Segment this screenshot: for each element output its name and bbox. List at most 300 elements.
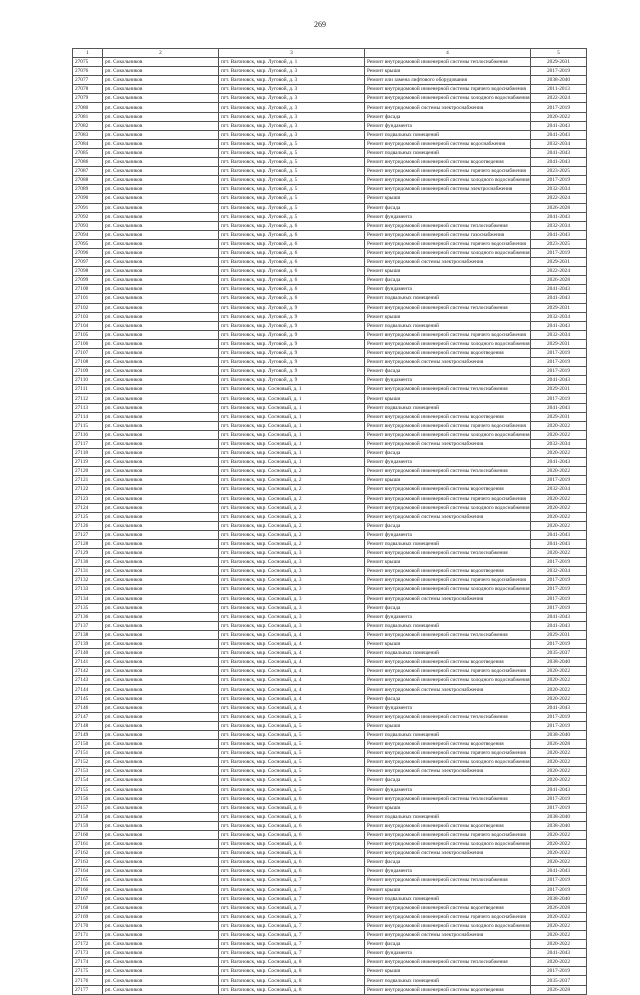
- cell-work-type: Ремонт фасада: [365, 603, 531, 612]
- cell-address: пгт. Вагоновск, мкр. Сосновый, д. 2: [219, 539, 365, 548]
- table-row: [73, 640, 587, 649]
- cell-period: 2020-2022: [531, 858, 587, 867]
- cell-period: 2041-2043: [531, 376, 587, 385]
- cell-period: 2020-2022: [531, 685, 587, 694]
- table-row: [73, 667, 587, 676]
- cell-work-type: Ремонт внутридомовой инженерной системы теплоснабжения: [365, 385, 531, 394]
- cell-row-number: 27157: [73, 803, 103, 812]
- cell-work-type: Ремонт внутридомовой инженерной системы горячего водоснабжения: [365, 239, 531, 248]
- cell-row-number: 27088: [73, 176, 103, 185]
- cell-address: пгт. Вагоновск, мкр. Луговой, д. 5: [219, 158, 365, 167]
- cell-work-type: Ремонт внутридомовой системы электроснабжения: [365, 358, 531, 367]
- cell-settlement: рп. Сокольников: [103, 467, 219, 476]
- cell-row-number: 27079: [73, 94, 103, 103]
- cell-address: пгт. Вагоновск, мкр. Сосновый, д. 7: [219, 921, 365, 930]
- cell-row-number: 27141: [73, 658, 103, 667]
- cell-period: 2020-2022: [531, 749, 587, 758]
- cell-address: пгт. Вагоновск, мкр. Сосновый, д. 7: [219, 931, 365, 940]
- cell-period: 2017-2019: [531, 603, 587, 612]
- cell-period: 2029-2031: [531, 58, 587, 67]
- cell-address: пгт. Вагоновск, мкр. Луговой, д. 9: [219, 330, 365, 339]
- table-row: [73, 894, 587, 903]
- cell-period: 2017-2019: [531, 394, 587, 403]
- table-row: [73, 785, 587, 794]
- table-row: [73, 712, 587, 721]
- table-row: [73, 812, 587, 821]
- cell-address: пгт. Вагоновск, мкр. Луговой, д. 5: [219, 185, 365, 194]
- cell-address: пгт. Вагоновск, мкр. Луговой, д. 5: [219, 212, 365, 221]
- cell-period: 2020-2022: [531, 449, 587, 458]
- cell-work-type: Ремонт внутридомовой инженерной системы холодного водоснабжения: [365, 758, 531, 767]
- cell-period: 2020-2022: [531, 830, 587, 839]
- table-row: [73, 294, 587, 303]
- cell-work-type: Ремонт фасада: [365, 112, 531, 121]
- cell-row-number: 27077: [73, 76, 103, 85]
- table-row: [73, 312, 587, 321]
- cell-row-number: 27168: [73, 903, 103, 912]
- cell-work-type: Ремонт внутридомовой инженерной системы водоснабжения: [365, 139, 531, 148]
- cell-settlement: рп. Сокольников: [103, 949, 219, 958]
- table-row: [73, 212, 587, 221]
- table-row: [73, 185, 587, 194]
- cell-row-number: 27147: [73, 712, 103, 721]
- cell-address: пгт. Вагоновск, мкр. Сосновый, д. 4: [219, 640, 365, 649]
- table-row: [73, 749, 587, 758]
- cell-settlement: рп. Сокольников: [103, 612, 219, 621]
- cell-row-number: 27102: [73, 303, 103, 312]
- cell-period: 2017-2019: [531, 349, 587, 358]
- cell-period: 2017-2019: [531, 358, 587, 367]
- cell-period: 2041-2043: [531, 294, 587, 303]
- table-row: [73, 58, 587, 67]
- table-row: [73, 630, 587, 639]
- cell-settlement: рп. Сокольников: [103, 121, 219, 130]
- cell-address: пгт. Вагоновск, мкр. Сосновый, д. 1: [219, 385, 365, 394]
- cell-address: пгт. Вагоновск, мкр. Сосновый, д. 3: [219, 567, 365, 576]
- cell-settlement: рп. Сокольников: [103, 312, 219, 321]
- cell-address: пгт. Вагоновск, мкр. Сосновый, д. 3: [219, 594, 365, 603]
- table-row: [73, 694, 587, 703]
- cell-address: пгт. Вагоновск, мкр. Сосновый, д. 4: [219, 667, 365, 676]
- cell-row-number: 27122: [73, 485, 103, 494]
- cell-settlement: рп. Сокольников: [103, 576, 219, 585]
- table-row: [73, 676, 587, 685]
- table-row: [73, 485, 587, 494]
- cell-address: пгт. Вагоновск, мкр. Сосновый, д. 3: [219, 603, 365, 612]
- cell-work-type: Ремонт фасада: [365, 858, 531, 867]
- cell-period: 2017-2019: [531, 885, 587, 894]
- cell-row-number: 27106: [73, 339, 103, 348]
- cell-address: пгт. Вагоновск, мкр. Сосновый, д. 6: [219, 794, 365, 803]
- cell-settlement: рп. Сокольников: [103, 412, 219, 421]
- cell-row-number: 27128: [73, 539, 103, 548]
- cell-settlement: рп. Сокольников: [103, 785, 219, 794]
- header-cell-5: 5: [531, 49, 587, 58]
- cell-settlement: рп. Сокольников: [103, 258, 219, 267]
- cell-period: 2017-2019: [531, 103, 587, 112]
- cell-work-type: Ремонт крыши: [365, 312, 531, 321]
- cell-address: пгт. Вагоновск, мкр. Сосновый, д. 2: [219, 521, 365, 530]
- cell-settlement: рп. Сокольников: [103, 112, 219, 121]
- cell-work-type: Ремонт внутридомовой инженерной системы горячего водоснабжения: [365, 830, 531, 839]
- cell-settlement: рп. Сокольников: [103, 458, 219, 467]
- table-row: [73, 203, 587, 212]
- cell-row-number: 27094: [73, 230, 103, 239]
- cell-row-number: 27156: [73, 794, 103, 803]
- cell-row-number: 27175: [73, 967, 103, 976]
- cell-period: 2038-2040: [531, 730, 587, 739]
- cell-address: пгт. Вагоновск, мкр. Сосновый, д. 2: [219, 530, 365, 539]
- cell-row-number: 27093: [73, 221, 103, 230]
- table-row: [73, 258, 587, 267]
- cell-period: 2041-2043: [531, 785, 587, 794]
- cell-address: пгт. Вагоновск, мкр. Сосновый, д. 6: [219, 840, 365, 849]
- cell-settlement: рп. Сокольников: [103, 421, 219, 430]
- cell-settlement: рп. Сокольников: [103, 103, 219, 112]
- cell-row-number: 27110: [73, 376, 103, 385]
- cell-work-type: Ремонт внутридомовой системы электроснабжения: [365, 849, 531, 858]
- cell-row-number: 27144: [73, 685, 103, 694]
- cell-period: 2020-2022: [531, 758, 587, 767]
- cell-settlement: рп. Сокольников: [103, 476, 219, 485]
- cell-work-type: Ремонт крыши: [365, 803, 531, 812]
- cell-period: 2020-2022: [531, 849, 587, 858]
- cell-period: 2020-2022: [531, 667, 587, 676]
- header-cell-2: 2: [103, 49, 219, 58]
- cell-address: пгт. Вагоновск, мкр. Сосновый, д. 2: [219, 512, 365, 521]
- table-row: [73, 621, 587, 630]
- cell-period: 2038-2040: [531, 894, 587, 903]
- cell-period: 2032-2034: [531, 312, 587, 321]
- table-row: [73, 549, 587, 558]
- cell-work-type: Ремонт фасада: [365, 367, 531, 376]
- cell-period: 2041-2043: [531, 230, 587, 239]
- cell-period: 2020-2022: [531, 940, 587, 949]
- cell-address: пгт. Вагоновск, мкр. Луговой, д. 9: [219, 339, 365, 348]
- cell-settlement: рп. Сокольников: [103, 749, 219, 758]
- table-row: [73, 576, 587, 585]
- cell-settlement: рп. Сокольников: [103, 594, 219, 603]
- cell-settlement: рп. Сокольников: [103, 376, 219, 385]
- cell-work-type: Ремонт фундамента: [365, 530, 531, 539]
- table-row: [73, 412, 587, 421]
- cell-work-type: Ремонт фасада: [365, 276, 531, 285]
- cell-address: пгт. Вагоновск, мкр. Луговой, д. 9: [219, 358, 365, 367]
- cell-settlement: рп. Сокольников: [103, 885, 219, 894]
- table-row: [73, 503, 587, 512]
- table-body: [73, 58, 587, 995]
- cell-period: 2022-2024: [531, 194, 587, 203]
- table-row: [73, 394, 587, 403]
- cell-settlement: рп. Сокольников: [103, 321, 219, 330]
- cell-settlement: рп. Сокольников: [103, 139, 219, 148]
- cell-address: пгт. Вагоновск, мкр. Сосновый, д. 8: [219, 967, 365, 976]
- cell-work-type: Ремонт внутридомовой инженерной системы холодного водоснабжения: [365, 248, 531, 257]
- cell-period: 2023-2025: [531, 167, 587, 176]
- table-row: [73, 849, 587, 858]
- cell-settlement: рп. Сокольников: [103, 558, 219, 567]
- cell-settlement: рп. Сокольников: [103, 967, 219, 976]
- cell-settlement: рп. Сокольников: [103, 449, 219, 458]
- cell-period: 2038-2040: [531, 76, 587, 85]
- table-row: [73, 167, 587, 176]
- cell-row-number: 27104: [73, 321, 103, 330]
- cell-settlement: рп. Сокольников: [103, 394, 219, 403]
- cell-row-number: 27166: [73, 885, 103, 894]
- cell-work-type: Ремонт внутридомовой инженерной системы теплоснабжения: [365, 794, 531, 803]
- cell-row-number: 27133: [73, 585, 103, 594]
- cell-settlement: рп. Сокольников: [103, 630, 219, 639]
- cell-period: 2020-2022: [531, 840, 587, 849]
- table-row: [73, 330, 587, 339]
- cell-row-number: 27107: [73, 349, 103, 358]
- cell-period: 2041-2043: [531, 148, 587, 157]
- cell-work-type: Ремонт подвальных помещений: [365, 130, 531, 139]
- cell-settlement: рп. Сокольников: [103, 285, 219, 294]
- table-row: [73, 467, 587, 476]
- cell-period: 2020-2022: [531, 503, 587, 512]
- cell-period: 2017-2019: [531, 640, 587, 649]
- cell-period: 2020-2022: [531, 430, 587, 439]
- cell-address: пгт. Вагоновск, мкр. Луговой, д. 3: [219, 94, 365, 103]
- cell-settlement: рп. Сокольников: [103, 494, 219, 503]
- cell-row-number: 27129: [73, 549, 103, 558]
- cell-settlement: рп. Сокольников: [103, 339, 219, 348]
- cell-period: 2041-2043: [531, 121, 587, 130]
- cell-row-number: 27130: [73, 558, 103, 567]
- cell-settlement: рп. Сокольников: [103, 876, 219, 885]
- cell-address: пгт. Вагоновск, мкр. Луговой, д. 6: [219, 294, 365, 303]
- cell-work-type: Ремонт внутридомовой системы электроснабжения: [365, 767, 531, 776]
- cell-address: пгт. Вагоновск, мкр. Сосновый, д. 7: [219, 949, 365, 958]
- cell-work-type: Ремонт внутридомовой инженерной системы теплоснабжения: [365, 958, 531, 967]
- cell-address: пгт. Вагоновск, мкр. Сосновый, д. 4: [219, 676, 365, 685]
- cell-work-type: Ремонт внутридомовой системы электроснабжения: [365, 931, 531, 940]
- cell-settlement: рп. Сокольников: [103, 730, 219, 739]
- cell-address: пгт. Вагоновск, мкр. Сосновый, д. 1: [219, 458, 365, 467]
- cell-settlement: рп. Сокольников: [103, 67, 219, 76]
- cell-address: пгт. Вагоновск, мкр. Луговой, д. 3: [219, 67, 365, 76]
- cell-period: 2026-2028: [531, 985, 587, 994]
- cell-period: 2041-2043: [531, 285, 587, 294]
- table-row: [73, 567, 587, 576]
- cell-work-type: Ремонт фасада: [365, 449, 531, 458]
- cell-settlement: рп. Сокольников: [103, 985, 219, 994]
- cell-row-number: 27171: [73, 931, 103, 940]
- cell-work-type: Ремонт внутридомовой инженерной системы водоотведения: [365, 740, 531, 749]
- table-row: [73, 239, 587, 248]
- cell-work-type: Ремонт крыши: [365, 194, 531, 203]
- cell-row-number: 27076: [73, 67, 103, 76]
- table-row: [73, 139, 587, 148]
- cell-work-type: Ремонт внутридомовой системы электроснабжения: [365, 258, 531, 267]
- table-row: [73, 867, 587, 876]
- header-cell-4: 4: [365, 49, 531, 58]
- cell-work-type: Ремонт фундамента: [365, 785, 531, 794]
- cell-row-number: 27108: [73, 358, 103, 367]
- cell-settlement: рп. Сокольников: [103, 676, 219, 685]
- cell-work-type: Ремонт подвальных помещений: [365, 294, 531, 303]
- cell-period: 2017-2019: [531, 967, 587, 976]
- table-row: [73, 912, 587, 921]
- cell-address: пгт. Вагоновск, мкр. Сосновый, д. 5: [219, 767, 365, 776]
- cell-period: 2029-2031: [531, 303, 587, 312]
- cell-work-type: Ремонт внутридомовой инженерной системы водоотведения: [365, 349, 531, 358]
- cell-work-type: Ремонт внутридомовой инженерной системы холодного водоснабжения: [365, 430, 531, 439]
- table-row: [73, 767, 587, 776]
- cell-row-number: 27155: [73, 785, 103, 794]
- table-row: [73, 730, 587, 739]
- cell-address: пгт. Вагоновск, мкр. Сосновый, д. 5: [219, 740, 365, 749]
- cell-period: 2017-2019: [531, 576, 587, 585]
- cell-settlement: рп. Сокольников: [103, 439, 219, 448]
- cell-period: 2020-2022: [531, 958, 587, 967]
- table-row: [73, 821, 587, 830]
- cell-address: пгт. Вагоновск, мкр. Луговой, д. 3: [219, 85, 365, 94]
- table-row: [73, 594, 587, 603]
- table-row: [73, 539, 587, 548]
- table-row: [73, 285, 587, 294]
- cell-work-type: Ремонт внутридомовой инженерной системы горячего водоснабжения: [365, 667, 531, 676]
- cell-address: пгт. Вагоновск, мкр. Сосновый, д. 5: [219, 785, 365, 794]
- cell-address: пгт. Вагоновск, мкр. Сосновый, д. 8: [219, 985, 365, 994]
- cell-address: пгт. Вагоновск, мкр. Луговой, д. 6: [219, 258, 365, 267]
- table-row: [73, 794, 587, 803]
- table-row: [73, 685, 587, 694]
- table-row: [73, 194, 587, 203]
- table-row: [73, 230, 587, 239]
- cell-address: пгт. Вагоновск, мкр. Сосновый, д. 2: [219, 503, 365, 512]
- cell-settlement: рп. Сокольников: [103, 176, 219, 185]
- cell-settlement: рп. Сокольников: [103, 530, 219, 539]
- cell-address: пгт. Вагоновск, мкр. Луговой, д. 9: [219, 303, 365, 312]
- cell-address: пгт. Вагоновск, мкр. Сосновый, д. 3: [219, 549, 365, 558]
- table-row: [73, 303, 587, 312]
- cell-period: 2041-2043: [531, 212, 587, 221]
- table-row: [73, 439, 587, 448]
- cell-period: 2020-2022: [531, 494, 587, 503]
- capital-repair-table: [72, 48, 587, 995]
- cell-row-number: 27139: [73, 640, 103, 649]
- cell-period: 2020-2022: [531, 521, 587, 530]
- cell-work-type: Ремонт внутридомовой инженерной системы теплоснабжения: [365, 712, 531, 721]
- cell-row-number: 27085: [73, 148, 103, 157]
- cell-settlement: рп. Сокольников: [103, 358, 219, 367]
- cell-address: пгт. Вагоновск, мкр. Сосновый, д. 7: [219, 940, 365, 949]
- cell-work-type: Ремонт крыши: [365, 67, 531, 76]
- cell-period: 2041-2043: [531, 530, 587, 539]
- cell-work-type: Ремонт крыши: [365, 640, 531, 649]
- table-row: [73, 476, 587, 485]
- cell-address: пгт. Вагоновск, мкр. Сосновый, д. 8: [219, 976, 365, 985]
- table-row: [73, 931, 587, 940]
- table-row: [73, 530, 587, 539]
- cell-row-number: 27167: [73, 894, 103, 903]
- cell-address: пгт. Вагоновск, мкр. Сосновый, д. 4: [219, 685, 365, 694]
- cell-row-number: 27165: [73, 876, 103, 885]
- cell-row-number: 27127: [73, 530, 103, 539]
- cell-work-type: Ремонт внутридомовой инженерной системы холодного водоснабжения: [365, 94, 531, 103]
- cell-work-type: Ремонт или замена лифтового оборудования: [365, 76, 531, 85]
- cell-address: пгт. Вагоновск, мкр. Сосновый, д. 1: [219, 439, 365, 448]
- cell-period: 2038-2040: [531, 658, 587, 667]
- table-row: [73, 649, 587, 658]
- cell-address: пгт. Вагоновск, мкр. Сосновый, д. 7: [219, 894, 365, 903]
- cell-work-type: Ремонт внутридомовой инженерной системы водоотведения: [365, 485, 531, 494]
- cell-period: 2020-2022: [531, 767, 587, 776]
- cell-row-number: 27101: [73, 294, 103, 303]
- table-row: [73, 512, 587, 521]
- cell-row-number: 27164: [73, 867, 103, 876]
- cell-period: 2017-2019: [531, 67, 587, 76]
- table-row: [73, 367, 587, 376]
- cell-address: пгт. Вагоновск, мкр. Сосновый, д. 7: [219, 876, 365, 885]
- cell-settlement: рп. Сокольников: [103, 303, 219, 312]
- cell-period: 2041-2043: [531, 130, 587, 139]
- cell-work-type: Ремонт внутридомовой инженерной системы горячего водоснабжения: [365, 330, 531, 339]
- cell-row-number: 27149: [73, 730, 103, 739]
- cell-row-number: 27163: [73, 858, 103, 867]
- cell-settlement: рп. Сокольников: [103, 512, 219, 521]
- table-header-row: [73, 49, 587, 58]
- cell-period: 2017-2019: [531, 803, 587, 812]
- cell-settlement: рп. Сокольников: [103, 485, 219, 494]
- table-row: [73, 494, 587, 503]
- cell-row-number: 27142: [73, 667, 103, 676]
- cell-address: пгт. Вагоновск, мкр. Сосновый, д. 8: [219, 958, 365, 967]
- cell-work-type: Ремонт фундамента: [365, 867, 531, 876]
- cell-work-type: Ремонт крыши: [365, 476, 531, 485]
- table-row: [73, 840, 587, 849]
- cell-address: пгт. Вагоновск, мкр. Сосновый, д. 4: [219, 694, 365, 703]
- table-row: [73, 612, 587, 621]
- cell-period: 2023-2025: [531, 239, 587, 248]
- cell-work-type: Ремонт подвальных помещений: [365, 649, 531, 658]
- cell-row-number: 27084: [73, 139, 103, 148]
- cell-address: пгт. Вагоновск, мкр. Сосновый, д. 6: [219, 821, 365, 830]
- cell-address: пгт. Вагоновск, мкр. Сосновый, д. 5: [219, 749, 365, 758]
- cell-period: 2022-2024: [531, 94, 587, 103]
- cell-settlement: рп. Сокольников: [103, 276, 219, 285]
- cell-settlement: рп. Сокольников: [103, 212, 219, 221]
- cell-row-number: 27075: [73, 58, 103, 67]
- cell-settlement: рп. Сокольников: [103, 976, 219, 985]
- cell-work-type: Ремонт фундамента: [365, 285, 531, 294]
- table-row: [73, 949, 587, 958]
- table-row: [73, 967, 587, 976]
- cell-settlement: рп. Сокольников: [103, 703, 219, 712]
- cell-settlement: рп. Сокольников: [103, 840, 219, 849]
- cell-work-type: Ремонт внутридомовой системы электроснабжения: [365, 685, 531, 694]
- cell-settlement: рп. Сокольников: [103, 221, 219, 230]
- cell-address: пгт. Вагоновск, мкр. Луговой, д. 6: [219, 276, 365, 285]
- cell-period: 2017-2019: [531, 248, 587, 257]
- cell-work-type: Ремонт внутридомовой инженерной системы холодного водоснабжения: [365, 840, 531, 849]
- table-row: [73, 339, 587, 348]
- cell-row-number: 27096: [73, 248, 103, 257]
- cell-settlement: рп. Сокольников: [103, 294, 219, 303]
- cell-address: пгт. Вагоновск, мкр. Сосновый, д. 1: [219, 449, 365, 458]
- cell-address: пгт. Вагоновск, мкр. Сосновый, д. 6: [219, 867, 365, 876]
- table-row: [73, 76, 587, 85]
- cell-address: пгт. Вагоновск, мкр. Сосновый, д. 4: [219, 658, 365, 667]
- cell-work-type: Ремонт подвальных помещений: [365, 894, 531, 903]
- cell-settlement: рп. Сокольников: [103, 821, 219, 830]
- cell-settlement: рп. Сокольников: [103, 649, 219, 658]
- cell-settlement: рп. Сокольников: [103, 812, 219, 821]
- cell-settlement: рп. Сокольников: [103, 603, 219, 612]
- cell-period: 2011-2013: [531, 85, 587, 94]
